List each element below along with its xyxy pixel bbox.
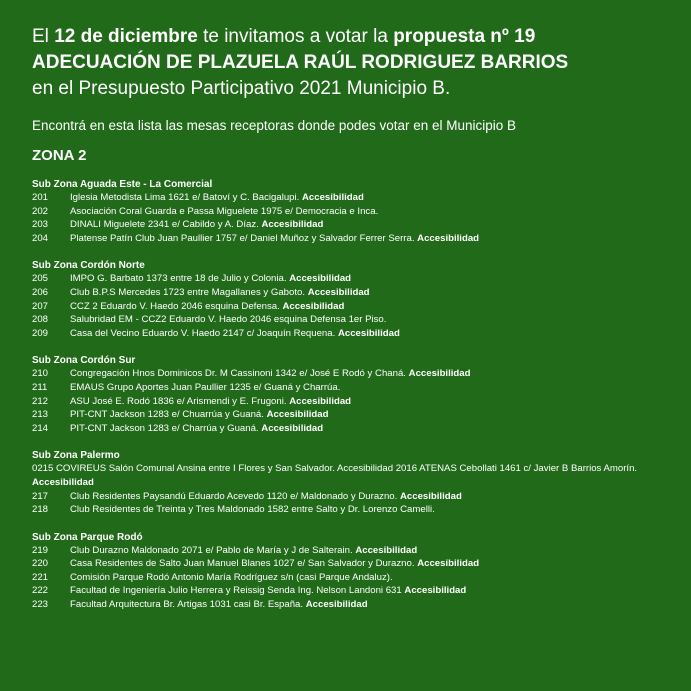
polling-place-cell [70,503,435,517]
accessibility-label: Accesibilidad [355,544,418,556]
polling-place-text: DINALI Miguelete 2341 e/ Cabildo y A. Díaz. [70,219,259,231]
polling-place-cell [70,300,344,314]
polling-place-row [32,191,671,205]
headline-line-2 [32,50,671,76]
polling-place-cell [70,286,370,300]
subzone-title: Sub Zona Cordón Sur [32,355,136,367]
table-number: 206 [32,286,49,298]
table-number: 212 [32,395,49,407]
polling-place-row [32,367,671,381]
polling-place-row [32,503,671,517]
proposal-title: ADECUACIÓN DE PLAZUELA RAÚL RODRIGUEZ BARRIOS [32,52,569,73]
polling-place-row [32,286,671,300]
polling-place-row [32,395,671,409]
accessibility-label: Accesibilidad [289,395,352,407]
accessibility-label: Accesibilidad [305,599,368,611]
polling-place-cell [70,205,378,219]
polling-place-text: Club Residentes Paysandú Eduardo Acevedo 1120 e/ Maldonado y Durazno. [70,490,398,502]
polling-place-cell [70,557,479,571]
accessibility-label: Accesibilidad [404,585,467,597]
polling-place-cell [70,422,323,436]
table-number: 221 [32,571,49,583]
polling-place-row [32,490,671,504]
polling-place-row [32,584,671,598]
polling-place-text: Casa Residentes de Salto Juan Manuel Blanes 1027 e/ San Salvador y Durazno. [70,558,415,570]
headline-line-1 [32,24,671,50]
subzone-section [32,354,671,435]
polling-place-cell [70,571,393,585]
polling-place-row [32,571,671,585]
polling-place-row [32,327,671,341]
table-number: 220 [32,558,49,570]
headline-text: te invitamos a votar la [197,26,394,47]
accessibility-label: Accesibilidad [307,286,370,298]
accessibility-label: Accesibilidad [266,409,329,421]
accessibility-label: Accesibilidad [32,476,94,488]
table-number: 208 [32,314,49,326]
table-number: 214 [32,422,49,434]
polling-place-row [32,408,671,422]
subzone-section [32,449,671,516]
polling-place-text: Iglesia Metodista Lima 1621 e/ Batoví y C. Bacigalupi. [70,192,300,203]
polling-place-cell [70,191,364,205]
accessibility-label: Accesibilidad [408,368,471,380]
polling-place-text: IMPO G. Barbato 1373 entre 18 de Julio y Colonia. [70,273,287,285]
polling-place-cell [70,327,400,341]
polling-place-text: Club Residentes de Treinta y Tres Maldonado 1582 entre Salto y Dr. Lorenzo Camelli. [70,504,435,516]
polling-place-row [32,205,671,219]
subzone-title: Sub Zona Parque Rodó [32,531,143,543]
polling-place-text: 0215 COVIREUS Salón Comunal Ansina entre I Flores y San Salvador. Accesibilidad 2016 ATENAS Cebollati 1461 c/ Javier B Barrios Amorín. [32,463,638,475]
polling-place-text: Casa del Vecino Eduardo V. Haedo 2147 c/ Joaquín Requena. [70,327,336,339]
accessibility-label: Accesibilidad [417,558,480,570]
proposal-number: propuesta nº 19 [393,26,536,47]
table-number: 209 [32,327,49,339]
polling-place-text: EMAUS Grupo Aportes Juan Paullier 1235 e/ Guaná y Charrúa. [70,381,341,393]
election-date: 12 de diciembre [54,26,198,47]
polling-place-cell [70,367,471,381]
table-number: 223 [32,599,49,611]
polling-place-text: Comisión Parque Rodó Antonio María Rodríguez s/n (casi Parque Andaluz). [70,571,393,583]
subzone-title: Sub Zona Cordón Norte [32,260,145,272]
polling-place-text: Facultad de Ingeniería Julio Herrera y Reissig Senda Ing. Nelson Landoni 631 [70,585,402,597]
accessibility-label: Accesibilidad [282,300,345,312]
sections-list [32,178,671,612]
polling-place-row [32,544,671,558]
polling-place-row [32,557,671,571]
subzone-title: Sub Zona Aguada Este - La Comercial [32,179,213,190]
polling-place-text: Club B.P.S Mercedes 1723 entre Magallanes y Gaboto. [70,286,306,298]
polling-place-text: Club Durazno Maldonado 2071 e/ Pablo de María y J de Salterain. [70,544,353,556]
polling-place-cell [70,408,328,422]
polling-place-row [32,381,671,395]
polling-place-row [32,218,671,232]
table-number: 203 [32,219,49,231]
accessibility-label: Accesibilidad [337,327,400,339]
polling-place-cell [70,272,351,286]
polling-place-row [32,313,671,327]
table-number: 222 [32,585,49,597]
zone-title: ZONA 2 [32,147,87,164]
polling-place-text: PIT-CNT Jackson 1283 e/ Charrúa y Guaná. [70,422,259,434]
polling-place-text: PIT-CNT Jackson 1283 e/ Chuarrúa y Guaná. [70,409,264,421]
accessibility-label: Accesibilidad [417,232,480,244]
polling-place-cell [70,395,351,409]
polling-place-cell [70,232,479,246]
polling-place-row [32,598,671,612]
polling-place-text: Facultad Arquitectura Br. Artigas 1031 casi Br. España. [70,599,304,611]
polling-place-cell [70,218,323,232]
table-number: 218 [32,504,49,516]
table-number: 204 [32,232,49,244]
polling-place-text: CCZ 2 Eduardo V. Haedo 2046 esquina Defensa. [70,300,280,312]
subtitle: Encontrá en esta lista las mesas receptoras donde podes votar en el Municipio B [32,118,517,133]
headline-line-3: en el Presupuesto Participativo 2021 Municipio B. [32,78,451,99]
table-number: 207 [32,300,49,312]
accessibility-label: Accesibilidad [289,273,352,285]
accessibility-label: Accesibilidad [261,422,324,434]
table-number: 205 [32,273,49,285]
polling-place-cell [70,313,386,327]
table-number: 202 [32,205,49,217]
polling-place-text: Asociación Coral Guarda e Passa Miguelete 1975 e/ Democracia e Inca. [70,205,379,217]
polling-place-text: ASU José E. Rodó 1836 e/ Arismendi y E. Frugoni. [70,395,287,407]
subzone-section [32,259,671,340]
polling-place-cell [70,381,340,395]
polling-place-text: Platense Patín Club Juan Paullier 1757 e/ Daniel Muñoz y Salvador Ferrer Serra. [70,232,415,244]
polling-place-cell [70,544,417,558]
subzone-title: Sub Zona Palermo [32,450,120,462]
polling-place-text: Congregación Hnos Dominicos Dr. M Cassinoni 1342 e/ José E Rodó y Chaná. [70,368,406,380]
polling-place-row [32,422,671,436]
subzone-section [32,178,671,245]
polling-place-row [32,232,671,246]
polling-place-paragraph [32,462,671,489]
polling-place-cell [70,598,368,612]
table-number: 213 [32,409,49,421]
table-number: 201 [32,192,49,203]
accessibility-label: Accesibilidad [261,219,324,231]
table-number: 219 [32,544,49,556]
table-number: 210 [32,368,49,380]
polling-place-cell [70,584,466,598]
headline-text: El [32,26,55,47]
polling-place-cell [70,490,462,504]
polling-place-row [32,272,671,286]
accessibility-label: Accesibilidad [301,192,364,203]
polling-place-row [32,300,671,314]
subzone-section [32,531,671,612]
table-number: 211 [32,381,48,393]
polling-place-text: Salubridad EM - CCZ2 Eduardo V. Haedo 2046 esquina Defensa 1er Piso. [70,314,387,326]
table-number: 217 [32,490,49,502]
accessibility-label: Accesibilidad [399,490,462,502]
